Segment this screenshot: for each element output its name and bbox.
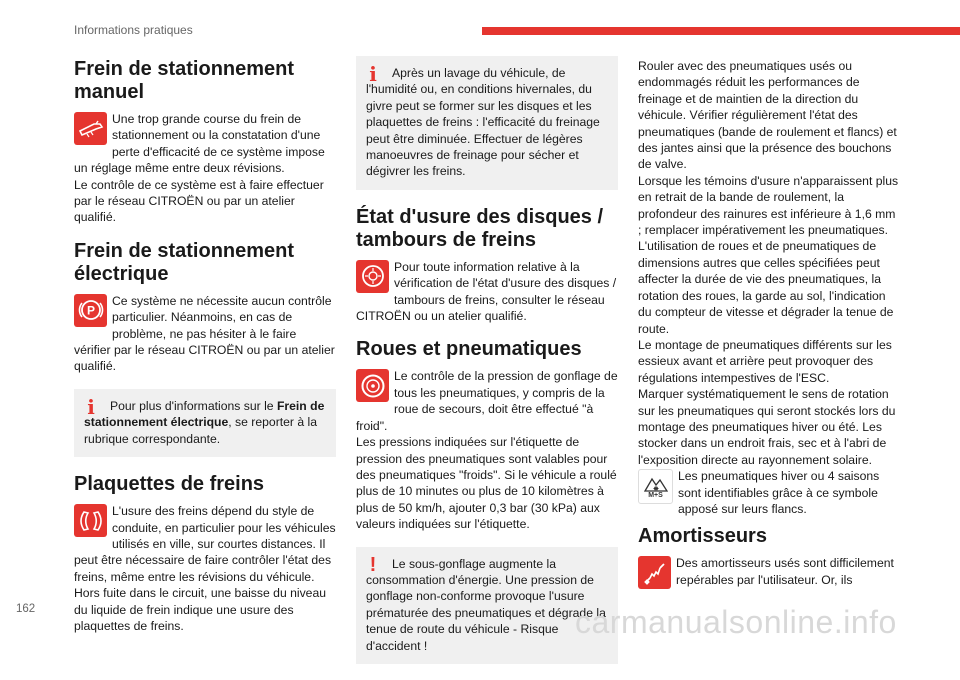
note-text: Le sous-gonflage augmente la consommation d'énergie. Une pression de gonflage non-conforme provoque l'usure prématurée des pneumatiques et dégrade la tenue de route du véhicule - Risque d'accident ! [366,556,606,653]
column-1 [74,58,336,648]
info-icon: i [369,62,377,86]
shock-absorber-icon [638,556,671,589]
paragraph: Le montage de pneumatiques différents sur les essieux avant et arrière peut provoquer des régulations intempestives de l'ESC. [638,337,892,385]
paragraph: L'utilisation de roues et de pneumatiques de dimensions autres que celles spécifiées peut affecter la durée de vie des pneumatiques, la rotation des roues, la garde au sol, l'indication du compteur de vitesse et dégrader la tenue de route. [638,239,894,336]
column-2 [356,56,618,680]
brake-pads-icon [74,504,107,537]
page-number: 162 [16,603,36,615]
warning-icon: ! [369,553,377,576]
paragraph: Pour toute information relative à la vérification de l'état d'usure des disques / tambours de freins, consulter le réseau CITROËN ou un atelier qualifié. [356,259,617,324]
tyre-icon [356,369,389,402]
info-note [356,56,618,190]
info-note [74,389,336,457]
parking-brake-icon [74,294,107,327]
note-text: Pour plus d'informations sur le Frein de stationnement électrique, se reporter à la rubrique correspondante. [84,398,325,446]
section-plaquettes [74,473,336,634]
section-frein-manuel [74,58,336,226]
paragraph: Les pneumatiques hiver ou 4 saisons sont identifiables grâce à ce symbole apposé sur leurs flancs. [678,469,880,516]
section-amortisseurs [638,525,900,588]
paragraph: Hors fuite dans le circuit, une baisse du niveau du liquide de frein indique une usure des plaquettes de freins. [74,586,327,633]
handbrake-icon [74,112,107,145]
section-roues [356,338,618,532]
watermark: carmanualsonline.info [575,604,897,640]
note-text: Après un lavage du véhicule, de l'humidité ou, en conditions hivernales, du givre peut se former sur les disques et les plaquettes de freins : l'efficacité du freinage peut être diminuée. Effectuer de légères manoeuvres de freinage pour sécher et dégivrer les freins. [366,66,600,179]
section-disques [356,206,618,325]
column-3 [638,58,900,602]
section-title: Amortisseurs [638,525,767,548]
paragraph: Des amortisseurs usés sont difficilement repérables par l'utilisateur. Or, ils [676,556,894,587]
mountain-snowflake-icon [638,469,673,504]
brake-disc-icon [356,260,389,293]
section-title: Roues et pneumatiques [356,338,582,361]
paragraph: Le contrôle de la pression de gonflage de tous les pneumatiques, y compris de la roue de secours, doit être effectué "à froid". [356,369,618,433]
header-accent-bar [482,27,960,35]
paragraph: Le contrôle de ce système est à faire effectuer par le réseau CITROËN ou par un atelier qualifié. [74,177,324,225]
paragraph: Rouler avec des pneumatiques usés ou endommagés réduit les performances de freinage et de maintien de la direction du véhicule. Vérifier régulièrement l'état des pneumatiques (bande de roulement et flancs) et des jantes ainsi que la présence des bouchons de valve. [638,59,897,172]
section-title: Frein de stationnement manuel [74,58,295,103]
section-pneumatiques-suite [638,58,900,517]
section-title: Plaquettes de freins [74,473,265,496]
section-title: Frein de stationnement électrique [74,239,295,285]
svg-text:P: P [86,303,95,318]
paragraph: Les pressions indiquées sur l'étiquette de pression des pneumatiques sont valables pour des pneumatiques "froids". Si le véhicule a roulé plus de 10 minutes ou plus de 10 kilomètres à plus de 50 km/h, ajouter 0,3 bar (30 kPa) aux valeurs indiquées sur l'étiquette. [356,435,617,532]
paragraph: Ce système ne nécessite aucun contrôle particulier. Néanmoins, en cas de problème, ne pas hésiter à le faire vérifier par le réseau CITROËN ou par un atelier qualifié. [74,293,335,374]
paragraph: Marquer systématiquement le sens de rotation sur les pneumatiques qui seront stockés lors du montage des pneumatiques hiver ou été. Les stocker dans un endroit frais, sec et à l'abri de l'exposition directe au rayonnement solaire. [638,387,896,467]
section-title: État d'usure des disques / tambours de freins [356,205,604,251]
paragraph: Une trop grande course du frein de stationnement ou la constatation d'une perte d'efficacité de ce système impose un réglage même entre deux révisions. [74,112,325,176]
paragraph: L'usure des freins dépend du style de conduite, en particulier pour les véhicules utilisés en ville, sur courtes distances. Il peut être nécessaire de faire contrôler l'état des freins, même entre les révisions du véhicule. [74,504,336,584]
paragraph: Lorsque les témoins d'usure n'apparaissent plus en retrait de la bande de roulement, la profondeur des rainures est inférieure à 1,6 mm ; remplacer impérativement les pneumatiques. [638,173,899,238]
section-frein-electrique [74,240,336,375]
winter-label: M+S [648,492,663,500]
info-icon: i [87,394,95,419]
running-header: Informations pratiques [74,23,193,37]
